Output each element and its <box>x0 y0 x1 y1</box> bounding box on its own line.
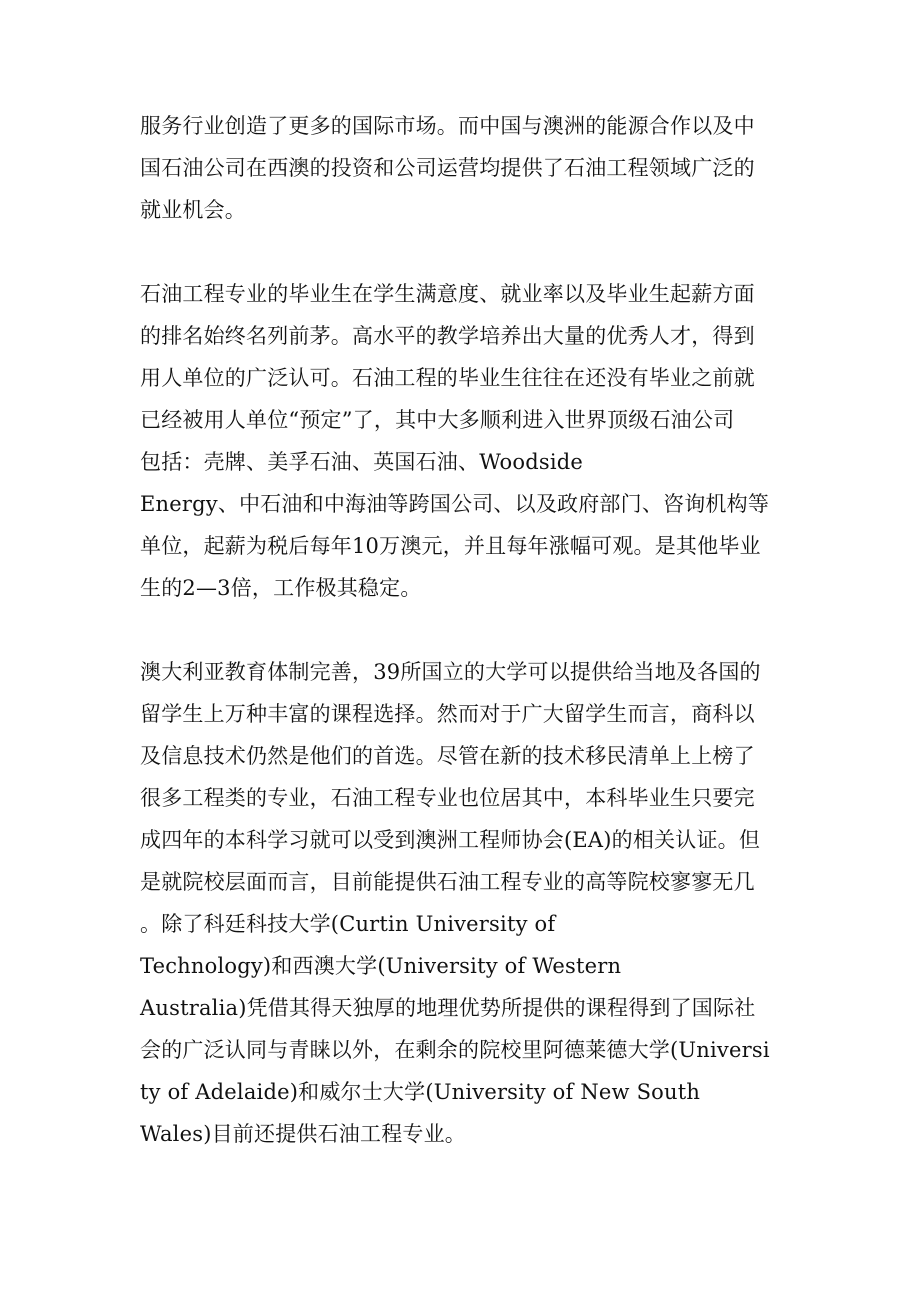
paragraph-line: 就业机会。 <box>140 198 246 222</box>
paragraph-line: 留学生上万种丰富的课程选择。然而对于广大留学生而言，商科以 <box>140 702 755 726</box>
paragraph-line: 。除了科廷科技大学(Curtin University of <box>140 912 556 936</box>
paragraph-line: 澳大利亚教育体制完善，39所国立的大学可以提供给当地及各国的 <box>140 660 761 684</box>
paragraph-line: 包括：壳牌、美孚石油、英国石油、Woodside <box>140 450 584 474</box>
paragraph-line: 已经被用人单位“预定”了，其中大多顺利进入世界顶级石油公司 <box>140 408 735 432</box>
paragraph-line: 是就院校层面而言，目前能提供石油工程专业的高等院校寥寥无几 <box>140 870 755 894</box>
paragraph-line: 服务行业创造了更多的国际市场。而中国与澳洲的能源合作以及中 <box>140 114 755 138</box>
paragraph-line: 石油工程专业的毕业生在学生满意度、就业率以及毕业生起薪方面 <box>140 282 755 306</box>
paragraph-line: 会的广泛认同与青睐以外，在剩余的院校里阿德莱德大学(Universi <box>140 1038 770 1062</box>
paragraph-line: 用人单位的广泛认可。石油工程的毕业生往往在还没有毕业之前就 <box>140 366 755 390</box>
paragraph-line: 生的2—3倍，工作极其稳定。 <box>140 576 422 600</box>
paragraph-line: Technology)和西澳大学(University of Western <box>140 954 622 978</box>
paragraph-line: Energy、中石油和中海油等跨国公司、以及政府部门、咨询机构等 <box>140 492 770 516</box>
paragraph-line: 成四年的本科学习就可以受到澳洲工程师协会(EA)的相关认证。但 <box>140 828 761 852</box>
paragraph-2 <box>140 273 790 609</box>
paragraph-line: Wales)目前还提供石油工程专业。 <box>140 1122 466 1146</box>
paragraph-line: Australia)凭借其得天独厚的地理优势所提供的课程得到了国际社 <box>140 996 756 1020</box>
paragraph-1 <box>140 105 790 231</box>
paragraph-line: ty of Adelaide)和威尔士大学(University of New South <box>140 1080 701 1104</box>
paragraph-line: 国石油公司在西澳的投资和公司运营均提供了石油工程领域广泛的 <box>140 156 755 180</box>
paragraph-line: 及信息技术仍然是他们的首选。尽管在新的技术移民清单上上榜了 <box>140 744 755 768</box>
paragraph-line: 很多工程类的专业，石油工程专业也位居其中，本科毕业生只要完 <box>140 786 755 810</box>
paragraph-line: 的排名始终名列前茅。高水平的教学培养出大量的优秀人才，得到 <box>140 324 755 348</box>
paragraph-3 <box>140 651 790 1155</box>
paragraph-line: 单位，起薪为税后每年10万澳元，并且每年涨幅可观。是其他毕业 <box>140 534 761 558</box>
